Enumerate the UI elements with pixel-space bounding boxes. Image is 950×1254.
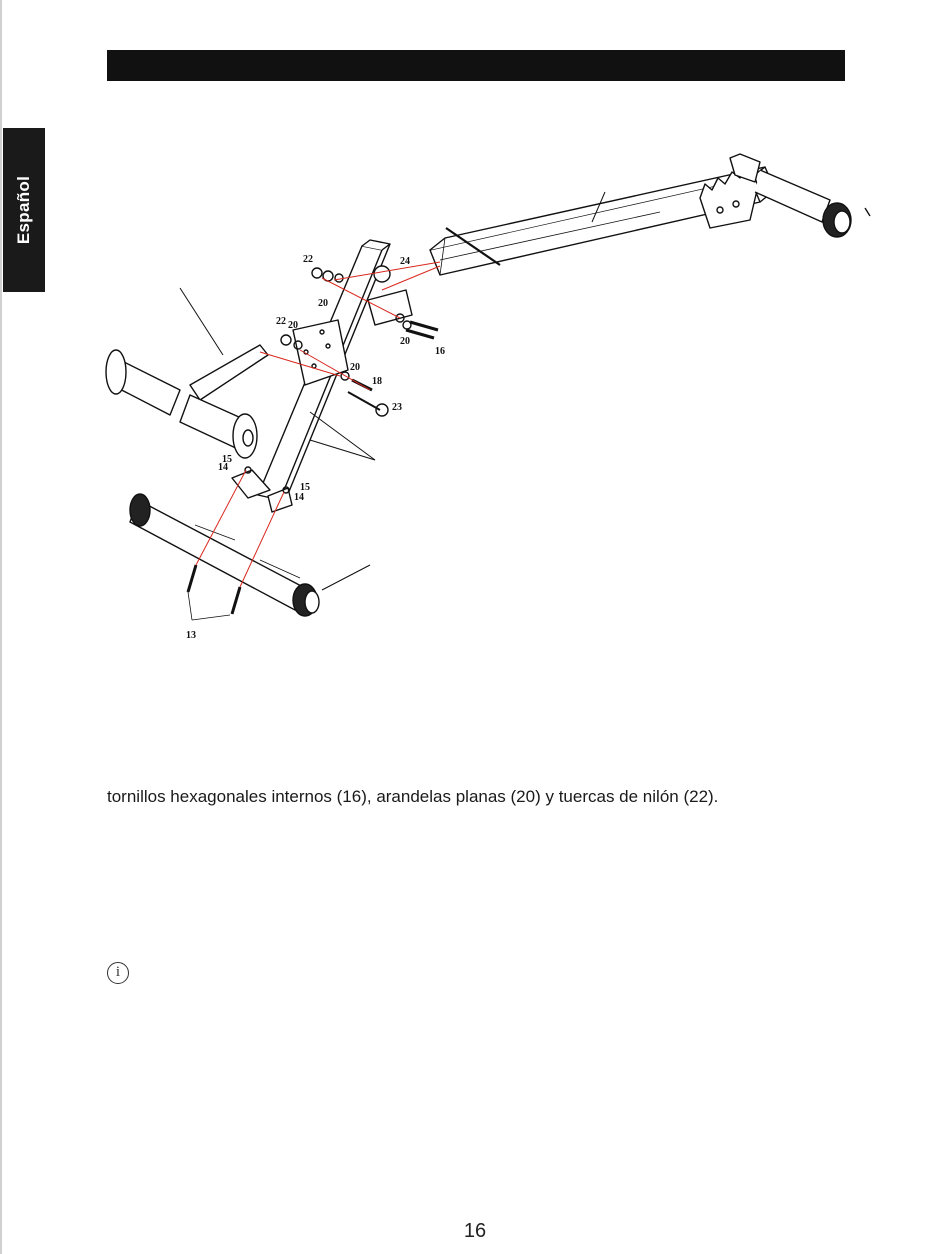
front-left-cap: [130, 494, 150, 526]
callout-14a: 14: [218, 462, 228, 473]
page-edge-rule: [0, 0, 2, 1254]
bolt-13-right: [232, 587, 240, 614]
bolt-13-left: [188, 565, 196, 592]
callout-24: 24: [400, 256, 410, 267]
info-icon: i: [107, 962, 129, 984]
instruction-text: tornillos hexagonales internos (16), arandelas planas (20) y tuercas de nilón (22).: [107, 787, 719, 806]
callout-23: 23: [392, 402, 402, 413]
callout-20b: 20: [288, 320, 298, 331]
language-tab-label: Español: [14, 175, 33, 245]
callout-20d: 20: [400, 336, 410, 347]
bolt-16-upper: [410, 322, 438, 330]
callout-16: 16: [435, 346, 445, 357]
pin-23: [348, 392, 380, 410]
nut-22-top: [312, 268, 322, 278]
callout-18: 18: [372, 376, 382, 387]
front-stabilizer-tube: [130, 500, 305, 610]
callout-14b: 14: [294, 492, 304, 503]
bolt-16-lower: [406, 330, 434, 338]
callout-15a: 15: [222, 454, 232, 465]
callout-20a: 20: [318, 298, 328, 309]
callout-15b: 15: [300, 482, 310, 493]
mounting-plate: [293, 320, 348, 385]
language-tab: [3, 128, 45, 292]
callout-22a: 22: [303, 254, 313, 265]
section-header-bar: [107, 50, 845, 81]
leg-roller-arm: [190, 345, 268, 400]
callout-13: 13: [186, 630, 196, 641]
callout-22b: 22: [276, 316, 286, 327]
knob-24: [374, 266, 390, 282]
page-number: 16: [463, 1220, 487, 1242]
assembly-diagram: [100, 140, 880, 650]
callout-20c: 20: [350, 362, 360, 373]
